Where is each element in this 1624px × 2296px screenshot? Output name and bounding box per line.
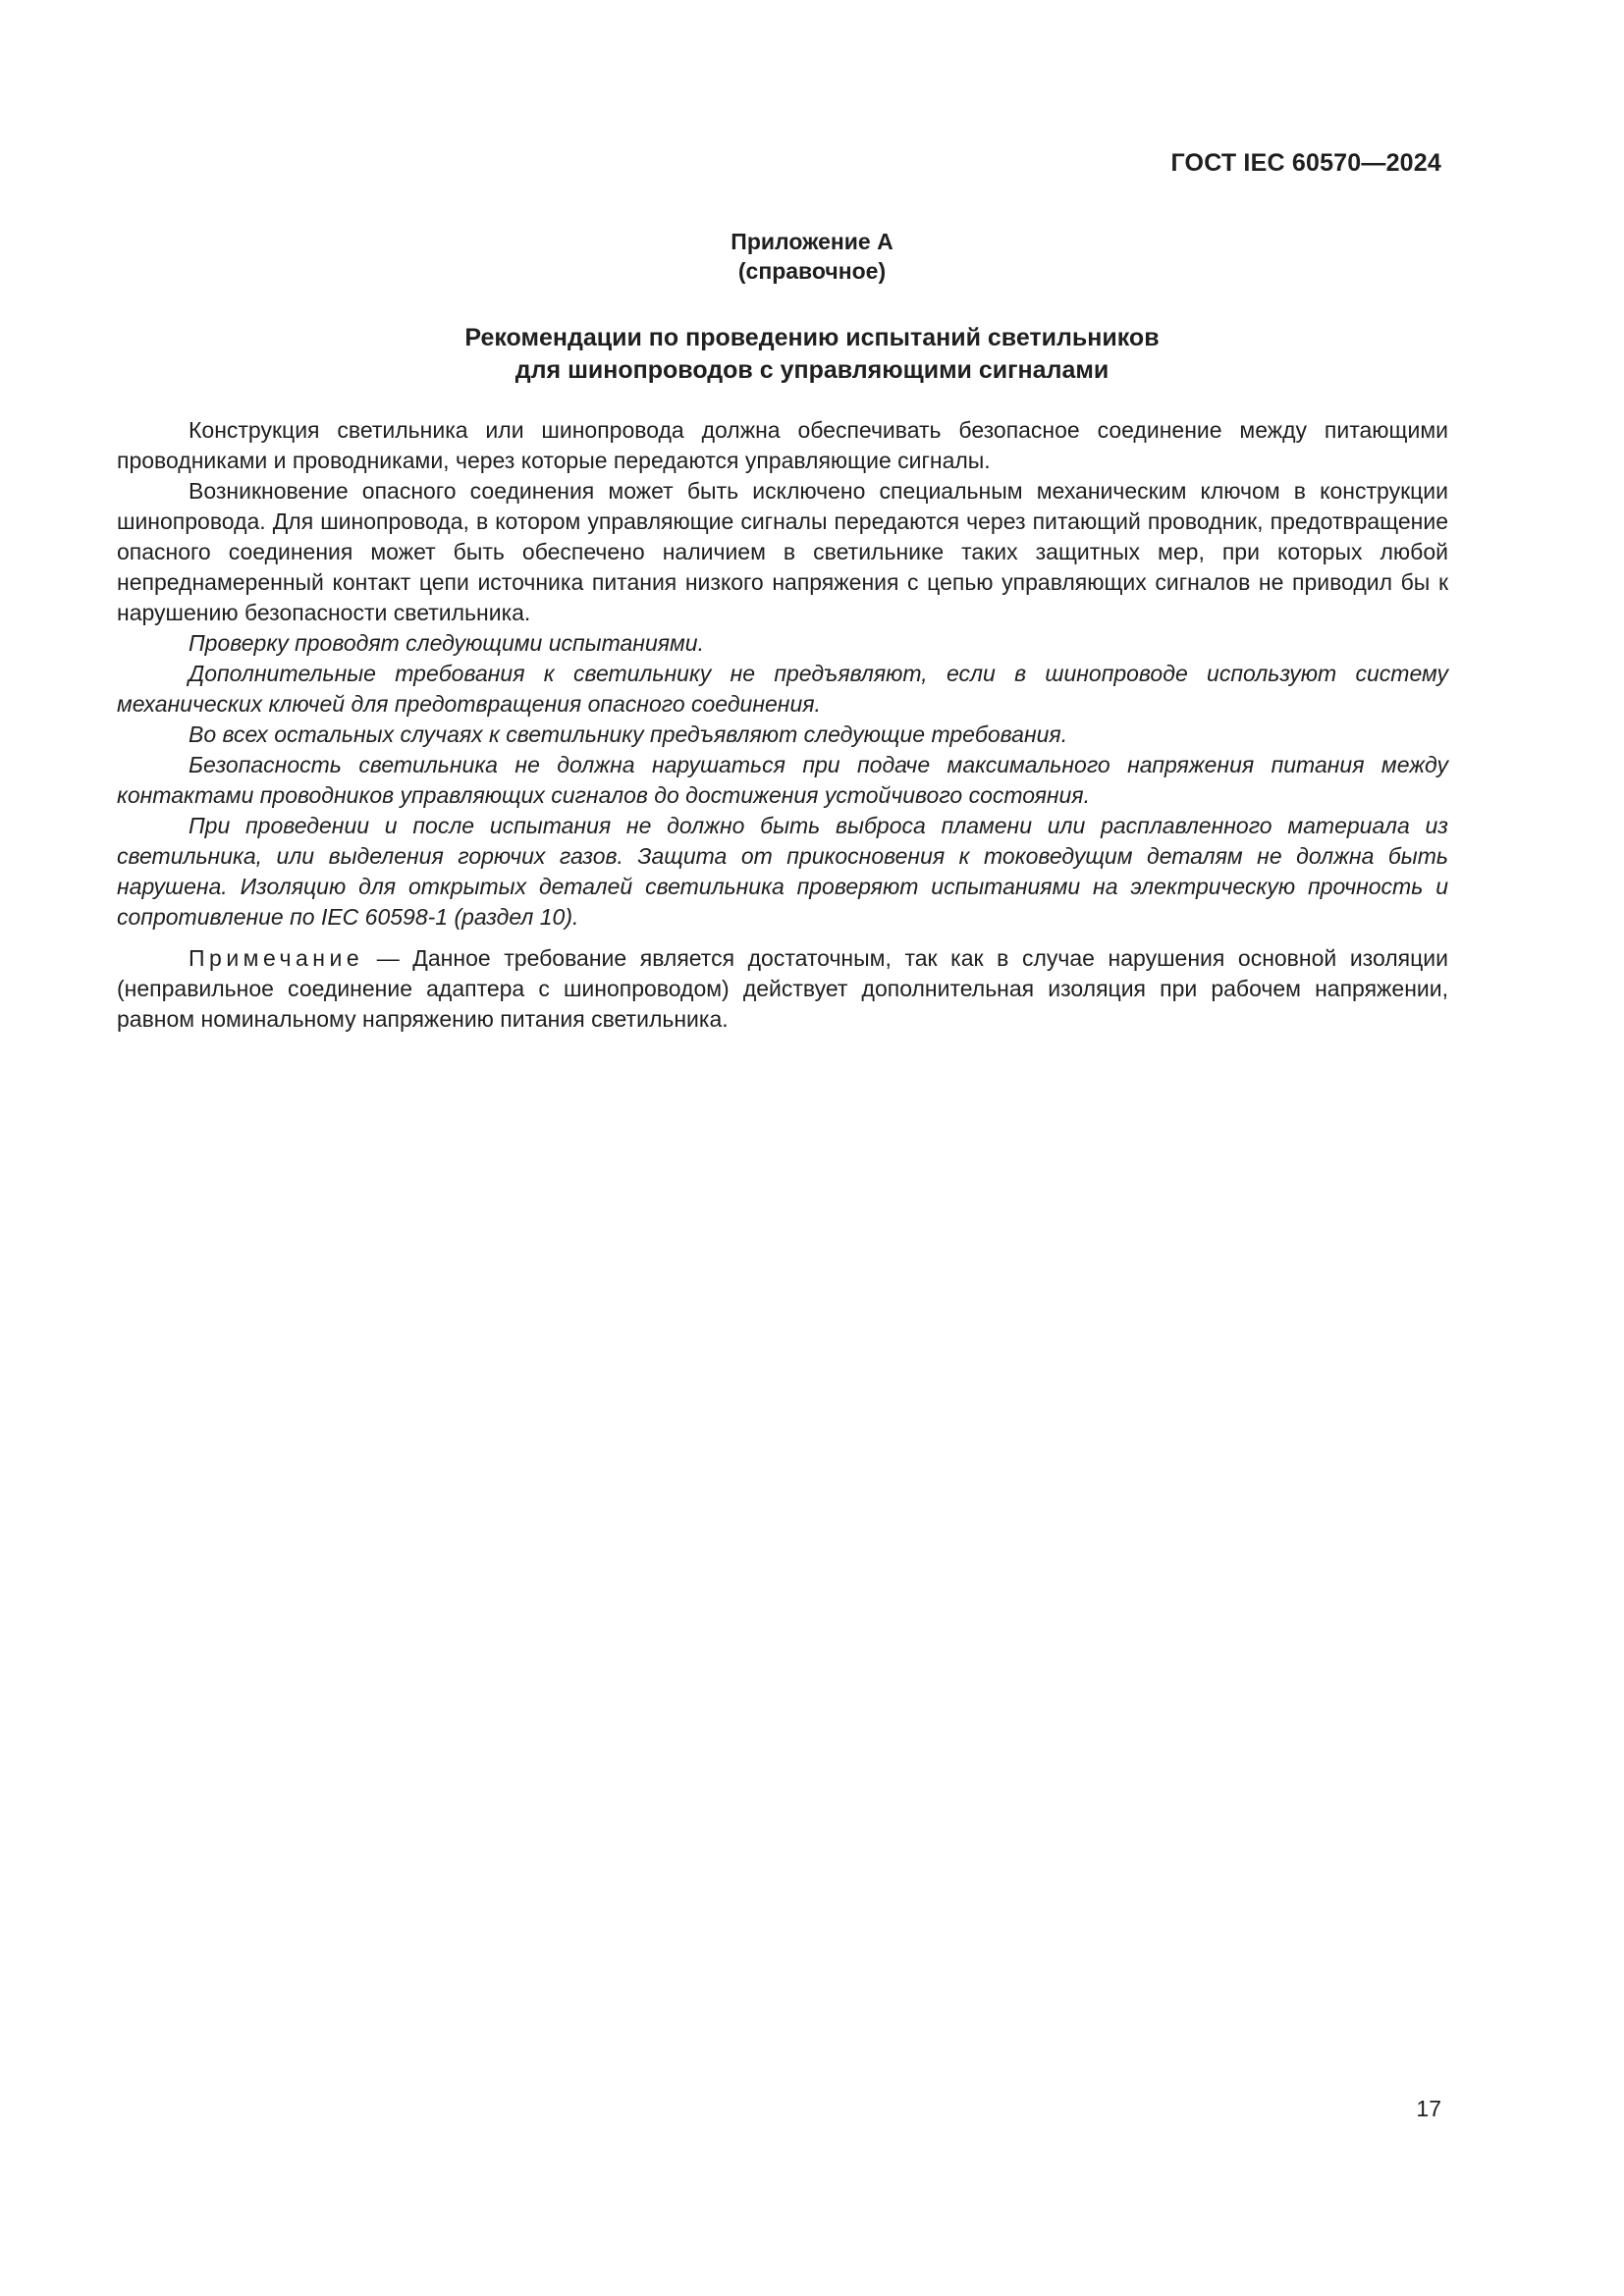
- italic-paragraph: Проверку проводят следующими испытаниями.: [189, 630, 704, 656]
- note-label: Примечание: [189, 945, 364, 971]
- note-paragraph: [117, 943, 1448, 1035]
- annex-heading: [0, 227, 1624, 286]
- paragraph: Конструкция светильника или шинопровода должна обеспечивать безопасное соединение между питающими проводниками и проводниками, через которые передаются управляющие сигналы.: [117, 417, 1448, 473]
- annex-title: Приложение А: [731, 229, 893, 254]
- annex-status: (справочное): [737, 258, 887, 284]
- standard-code: ГОСТ IEC 60570—2024: [1170, 149, 1441, 177]
- italic-paragraph: Дополнительные требования к светильнику не предъявляют, если в шинопроводе используют систему механических ключей для предотвращения опасного соединения.: [117, 661, 1448, 717]
- section-title: [0, 322, 1624, 387]
- note-text: — Данное требование является достаточным, так как в случае нарушения основной изоляции (неправильное соединение адаптера с шинопроводом) действует дополнительная изоляция при рабочем напряжении, равном номинальному напряжению питания светильника.: [117, 945, 1448, 1032]
- italic-paragraph: При проведении и после испытания не должно быть выброса пламени или расплавленного материала из светильника, или выделения горючих газов. Защита от прикосновения к токоведущим деталям не должна быть нарушена. Изоляцию для открытых деталей светильника проверяют испытаниями на электрическую прочность и сопротивление по IEC 60598-1 (раздел 10).: [117, 813, 1448, 930]
- paragraph: Возникновение опасного соединения может быть исключено специальным механическим ключом в конструкции шинопровода. Для шинопровода, в котором управляющие сигналы передаются через питающий проводник, предотвращение опасного соединения может быть обеспечено наличием в светильнике таких защитных мер, при которых любой непреднамеренный контакт цепи источника питания низкого напряжения с цепью управляющих сигналов не приводил бы к нарушению безопасности светильника.: [117, 478, 1448, 625]
- body-text: [117, 415, 1448, 1035]
- italic-paragraph: Безопасность светильника не должна нарушаться при подаче максимального напряжения питания между контактами проводников управляющих сигналов до достижения устойчивого состояния.: [117, 752, 1448, 808]
- page-number: 17: [1416, 2096, 1441, 2121]
- italic-paragraph: Во всех остальных случаях к светильнику предъявляют следующие требования.: [189, 721, 1068, 747]
- section-title-line-2: для шинопроводов с управляющими сигналами: [514, 356, 1110, 384]
- section-title-line-1: Рекомендации по проведению испытаний светильников: [464, 324, 1160, 351]
